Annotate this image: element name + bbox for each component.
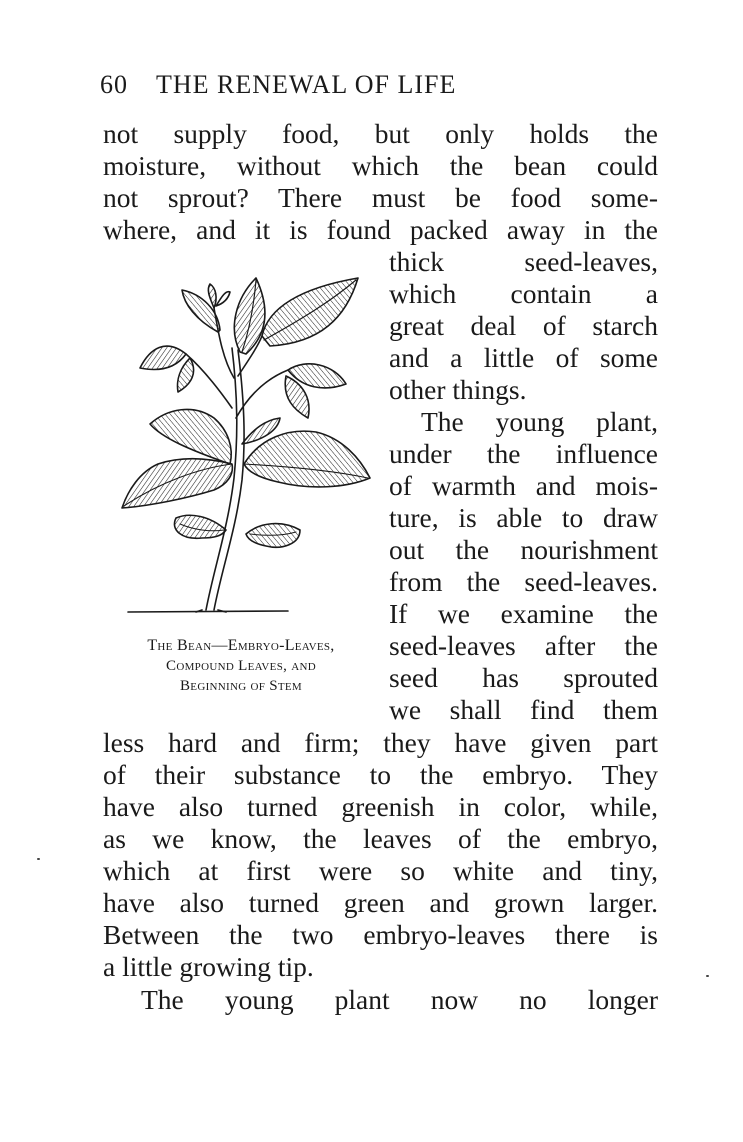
print-speck bbox=[37, 858, 40, 860]
running-header bbox=[100, 70, 456, 100]
text-line: from the seed-leaves. bbox=[389, 566, 658, 597]
caption-line: Beginning of Stem bbox=[180, 678, 302, 694]
bean-plant-illustration-icon bbox=[110, 268, 380, 626]
text-line: The young plant now no longer bbox=[141, 984, 658, 1015]
text-line: moisture, without which the bean could bbox=[103, 150, 658, 181]
page-number: 60 bbox=[100, 70, 128, 99]
text-line: have also turned greenish in color, while, bbox=[103, 791, 658, 822]
text-line: The young plant, bbox=[421, 406, 658, 437]
text-line: where, and it is found packed away in the bbox=[103, 214, 658, 245]
running-title: THE RENEWAL OF LIFE bbox=[156, 70, 457, 99]
text-line: less hard and firm; they have given part bbox=[103, 727, 658, 758]
text-line: ture, is able to draw bbox=[389, 502, 658, 533]
text-line: under the influence bbox=[389, 438, 658, 469]
text-line: as we know, the leaves of the embryo, bbox=[103, 823, 658, 854]
text-line: not sprout? There must be food some- bbox=[103, 182, 658, 213]
text-line: out the nourishment bbox=[389, 534, 658, 565]
text-line: we shall find them bbox=[389, 694, 658, 725]
text-line: great deal of starch bbox=[389, 310, 658, 341]
text-line: thick seed-leaves, bbox=[389, 246, 658, 277]
caption-line: Compound Leaves, and bbox=[166, 658, 316, 674]
text-line: of warmth and mois- bbox=[389, 470, 658, 501]
text-line: seed-leaves after the bbox=[389, 630, 658, 661]
caption-line: The Bean—Embryo-Leaves, bbox=[147, 637, 335, 654]
text-line: have also turned green and grown larger. bbox=[103, 887, 658, 918]
text-line: other things. bbox=[389, 374, 527, 405]
text-line: seed has sprouted bbox=[389, 662, 658, 693]
text-line: a little growing tip. bbox=[103, 951, 314, 982]
figure-caption bbox=[100, 636, 382, 696]
print-speck bbox=[706, 975, 709, 977]
text-line: which at first were so white and tiny, bbox=[103, 855, 658, 886]
text-line: not supply food, but only holds the bbox=[103, 118, 658, 149]
text-line: of their substance to the embryo. They bbox=[103, 759, 658, 790]
text-line: which contain a bbox=[389, 278, 658, 309]
text-line: Between the two embryo-leaves there is bbox=[103, 919, 658, 950]
text-line: and a little of some bbox=[389, 342, 658, 373]
text-line: If we examine the bbox=[389, 598, 658, 629]
